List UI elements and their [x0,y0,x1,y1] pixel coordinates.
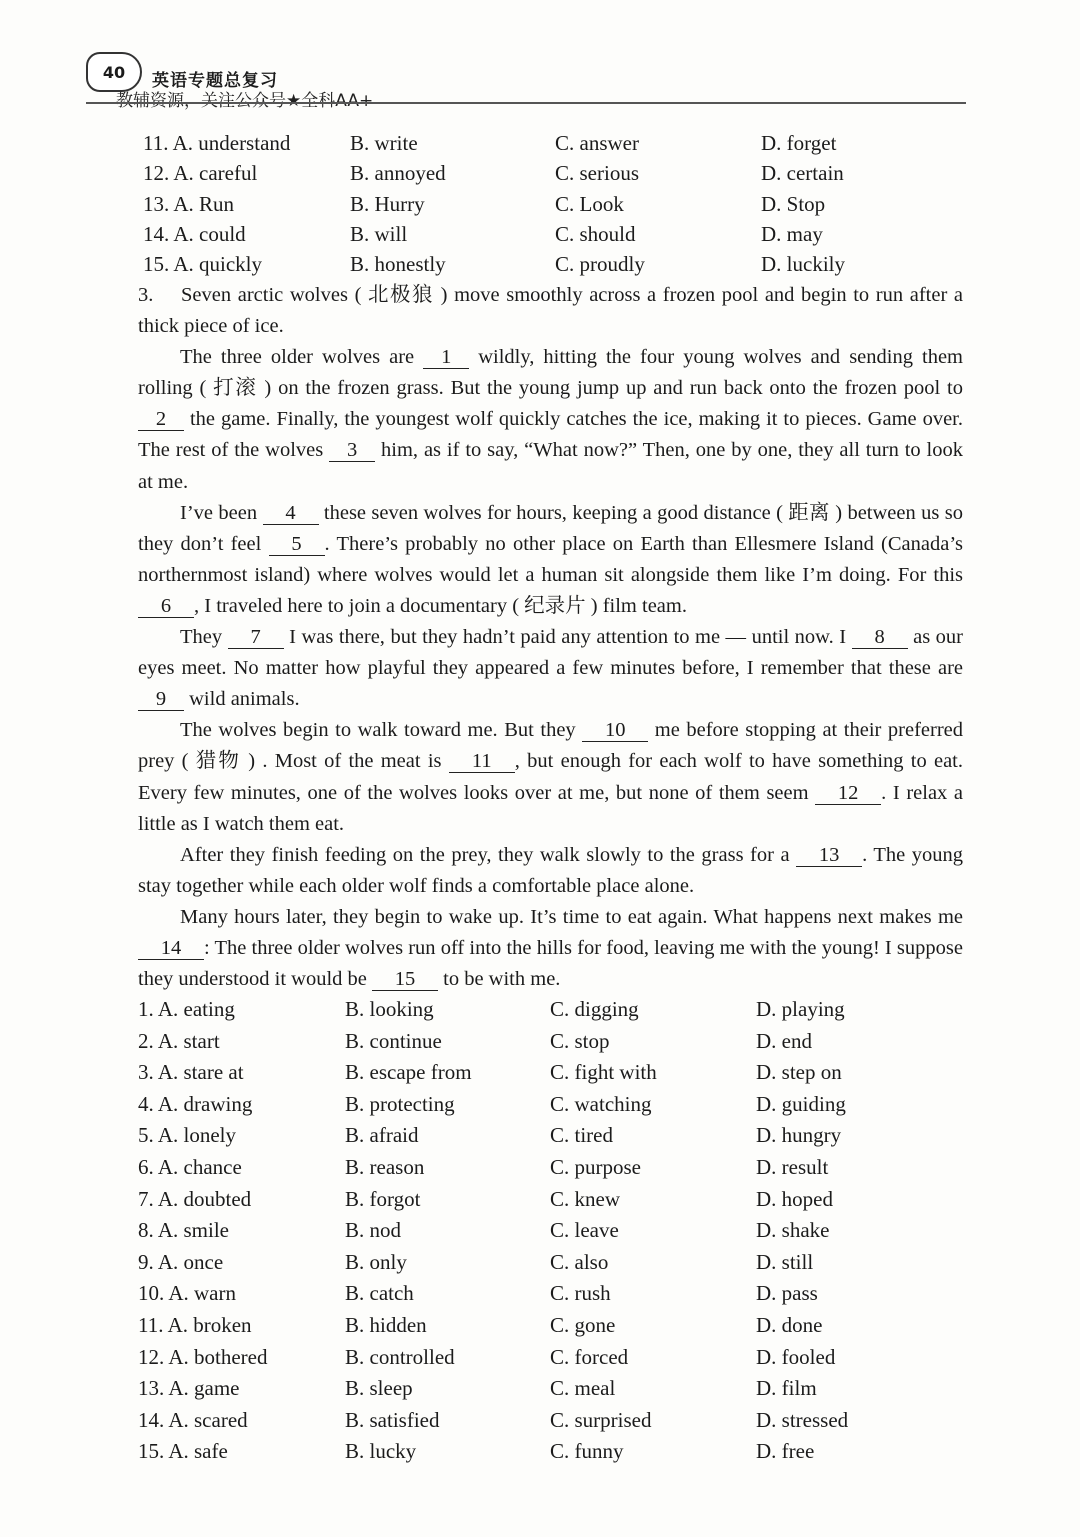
option-number: 13. [143,191,170,216]
option-c: C. fight with [550,1060,657,1085]
passage-text: wild animals. [184,688,300,711]
option-b: B. nod [345,1218,402,1243]
option-c: C. funny [550,1439,624,1464]
passage-paragraph [138,840,963,902]
blank-15: 15 [372,968,438,991]
option-text: A. scared [168,1407,248,1432]
option-number: 10. [138,1281,165,1306]
option-a [138,1057,345,1088]
option-b: B. reason [345,1155,425,1179]
passage-text: They [180,626,228,649]
option-number: 14. [138,1407,165,1432]
option-b: B. lucky [345,1439,417,1464]
option-number: 6. [138,1155,154,1179]
option-row [138,994,968,1025]
option-b: B. looking [345,997,434,1021]
option-number: 3. [138,1060,154,1085]
option-b: B. protecting [345,1091,455,1116]
option-a [138,1026,345,1057]
option-text: A. game [168,1376,240,1401]
option-number: 14. [143,221,170,246]
passage-text: Many hours later, they begin to wake up. It’s time to eat again. What happens next makes me [180,905,963,928]
option-b: B. escape from [345,1060,472,1085]
option-d: D. result [756,1155,829,1179]
option-row [138,1373,968,1404]
passage-text: . I relax a little as I watch them eat. [138,781,963,835]
option-number: 8. [138,1218,154,1243]
option-c: C. stop [550,1028,610,1053]
option-c: C. knew [550,1186,620,1211]
option-d: D. playing [756,997,845,1021]
blank-9: 9 [138,688,184,711]
option-d: D. fooled [756,1344,836,1369]
option-d: D. certain [761,161,844,186]
option-a [143,189,350,220]
option-d: D. pass [756,1281,818,1306]
option-b: B. catch [345,1281,414,1306]
blank-14: 14 [138,937,204,960]
passage-paragraph [138,902,963,995]
blank-7: 7 [228,626,284,649]
option-text: A. doubted [157,1186,252,1211]
option-number: 12. [138,1344,165,1369]
option-b: B. only [345,1249,407,1274]
passage-paragraph [138,715,963,839]
option-row [138,1342,968,1373]
passage-text: , I traveled here to join a documentary ( 纪录片 ) film team. [194,594,687,617]
blank-4: 4 [263,502,319,525]
passage-intro [138,280,963,342]
blank-1: 1 [423,346,469,369]
option-a [138,1152,345,1183]
option-row [138,1247,968,1278]
passage-text: him, as if to say, “What now?” Then, one by one, they all turn to look at me. [138,439,963,493]
option-c: C. watching [550,1091,652,1116]
option-c: C. should [555,221,636,246]
passage-text: these seven wolves for hours, keeping a good distance ( 距离 ) between us so they don’t feel [138,501,963,555]
option-c: C. gone [550,1313,616,1337]
option-b: B. annoyed [350,161,446,186]
option-a [138,1342,345,1373]
option-c: C. serious [555,161,639,186]
option-c: C. forced [550,1344,629,1369]
option-number: 5. [138,1123,154,1148]
option-c: C. purpose [550,1155,641,1179]
option-a [138,994,345,1025]
cloze-passage [138,280,963,995]
option-text: A. drawing [157,1091,253,1116]
option-b: B. Hurry [350,191,425,216]
option-d: D. free [756,1439,815,1464]
option-text: A. understand [172,131,291,155]
option-number: 12. [143,161,170,186]
option-number: 13. [138,1376,165,1401]
option-text: A. once [157,1249,224,1274]
option-a [138,1247,345,1278]
option-a [143,128,350,159]
option-b: B. forgot [345,1186,421,1211]
option-a [138,1436,345,1467]
option-a [143,249,350,280]
option-row [143,189,973,220]
option-text: A. broken [167,1313,252,1337]
option-a [138,1089,345,1120]
passage-text: wildly, hitting the four young wolves and sending them rolling ( 打滚 ) on the frozen grass. But the young jump up and run back onto the frozen pool to [138,346,963,400]
option-row [138,1405,968,1436]
passage-text: The wolves begin to walk toward me. But they [180,719,583,742]
option-b: B. honestly [350,252,446,277]
option-c: C. also [550,1249,609,1274]
option-a [143,219,350,250]
option-text: A. careful [173,161,258,186]
option-d: D. step on [756,1060,842,1085]
passage-paragraph [138,498,963,622]
option-row [138,1436,968,1467]
option-text: A. smile [157,1218,230,1243]
option-text: A. stare at [157,1060,244,1085]
option-c: C. meal [550,1376,616,1401]
option-d: D. may [761,221,823,246]
passage-p1: Seven arctic wolves ( 北极狼 ) move smoothly across a frozen pool and begin to run after a thick piece of ice. [138,284,963,338]
option-d: D. forget [761,131,837,155]
option-text: A. start [157,1028,220,1053]
page-number-badge: 40 [86,52,142,92]
option-text: A. eating [157,997,235,1021]
blank-5: 5 [269,533,325,556]
option-c: C. tired [550,1123,613,1148]
option-a [138,1405,345,1436]
option-a [138,1310,345,1341]
header-divider [86,102,966,104]
option-text: A. bothered [168,1344,268,1369]
option-a [143,158,350,189]
passage-text: I’ve been [180,501,263,524]
option-c: C. answer [555,131,639,155]
option-number: 11. [138,1313,164,1337]
option-row [138,1152,968,1183]
option-number: 7. [138,1186,154,1211]
passage-paragraph [138,622,963,715]
option-d: D. end [756,1028,812,1053]
option-row [143,219,973,250]
option-row [143,128,973,159]
option-c: C. Look [555,191,624,216]
blank-3: 3 [329,439,375,462]
option-d: D. shake [756,1218,830,1243]
option-number: 2. [138,1028,154,1053]
passage-text: : The three older wolves run off into the hills for food, leaving me with the young! I suppose they understood it would be [138,936,963,991]
option-b: B. satisfied [345,1407,440,1432]
option-number: 11. [143,131,169,155]
option-text: A. could [173,221,246,246]
option-b: B. afraid [345,1123,419,1148]
option-b: B. continue [345,1028,442,1053]
option-b: B. controlled [345,1344,455,1369]
watermark-text: 教辅资源，关注公众号★全科AA+ [116,91,374,111]
passage-text: to be with me. [438,968,561,991]
option-row [138,1120,968,1151]
blank-8: 8 [852,626,908,649]
option-b: B. will [350,221,408,246]
option-text: A. safe [168,1439,228,1464]
option-number: 15. [138,1439,165,1464]
blank-2: 2 [138,408,184,431]
option-d: D. done [756,1313,823,1337]
option-b: B. write [350,131,418,155]
option-a [138,1215,345,1246]
passage-paragraph [138,342,963,497]
blank-12: 12 [815,782,881,805]
option-d: D. stressed [756,1407,849,1432]
option-row [138,1026,968,1057]
option-b: B. hidden [345,1313,427,1337]
option-c: C. surprised [550,1407,652,1432]
passage-text: as our eyes meet. No matter how playful they appeared a few minutes before, I remember that these are [138,626,964,680]
passage-text: After they finish feeding on the prey, they walk slowly to the grass for a [180,843,797,866]
option-text: A. Run [173,191,235,216]
option-row [143,158,973,189]
option-text: A. quickly [173,252,262,277]
blank-10: 10 [582,719,648,742]
option-number: 15. [143,252,170,277]
passage-text: the game. Finally, the youngest wolf quickly catches the ice, making it to pieces. Game over. The rest of the wolves [138,408,963,462]
option-number: 1. [138,997,154,1021]
passage-text: The three older wolves are [180,346,424,369]
option-text: A. warn [168,1281,236,1306]
blank-13: 13 [796,844,862,867]
option-row [143,249,973,280]
passage-text: . The young stay together while each older wolf finds a comfortable place alone. [138,843,963,897]
option-row [138,1215,968,1246]
question-number: 3. [138,284,154,306]
header-title: 英语专题总复习 [152,71,278,91]
option-d: D. Stop [761,191,826,216]
page-header [86,44,986,111]
option-b: B. sleep [345,1376,413,1401]
option-d: D. guiding [756,1091,846,1116]
option-text: A. lonely [157,1123,236,1148]
option-c: C. leave [550,1218,619,1243]
passage-text: I was there, but they hadn’t paid any attention to me — until now. I [283,626,852,649]
option-row [138,1089,968,1120]
option-row [138,1057,968,1088]
option-d: D. still [756,1249,814,1274]
passage-text: , but enough for each wolf to have something to eat. Every few minutes, one of the wolves looks over at me, but none of them seem [138,750,963,804]
option-c: C. proudly [555,252,645,277]
blank-6: 6 [138,595,194,618]
option-d: D. film [756,1376,817,1401]
option-c: C. digging [550,997,639,1021]
option-row [138,1310,968,1341]
option-row [138,1184,968,1215]
option-a [138,1184,345,1215]
option-row [138,1278,968,1309]
option-text: A. chance [157,1155,242,1179]
option-number: 9. [138,1249,154,1274]
option-d: D. hoped [756,1186,833,1211]
option-d: D. luckily [761,252,845,277]
blank-11: 11 [449,750,515,773]
option-a [138,1278,345,1309]
option-d: D. hungry [756,1123,842,1148]
passage-text: me before stopping at their preferred prey ( 猎物 ) . Most of the meat is [138,719,964,773]
option-number: 4. [138,1091,154,1116]
option-c: C. rush [550,1281,611,1306]
passage-text: . There’s probably no other place on Earth than Ellesmere Island (Canada’s northernmost island) where wolves would let a human sit alongside them like I’m doing. For this [138,532,963,586]
option-a [138,1373,345,1404]
option-a [138,1120,345,1151]
